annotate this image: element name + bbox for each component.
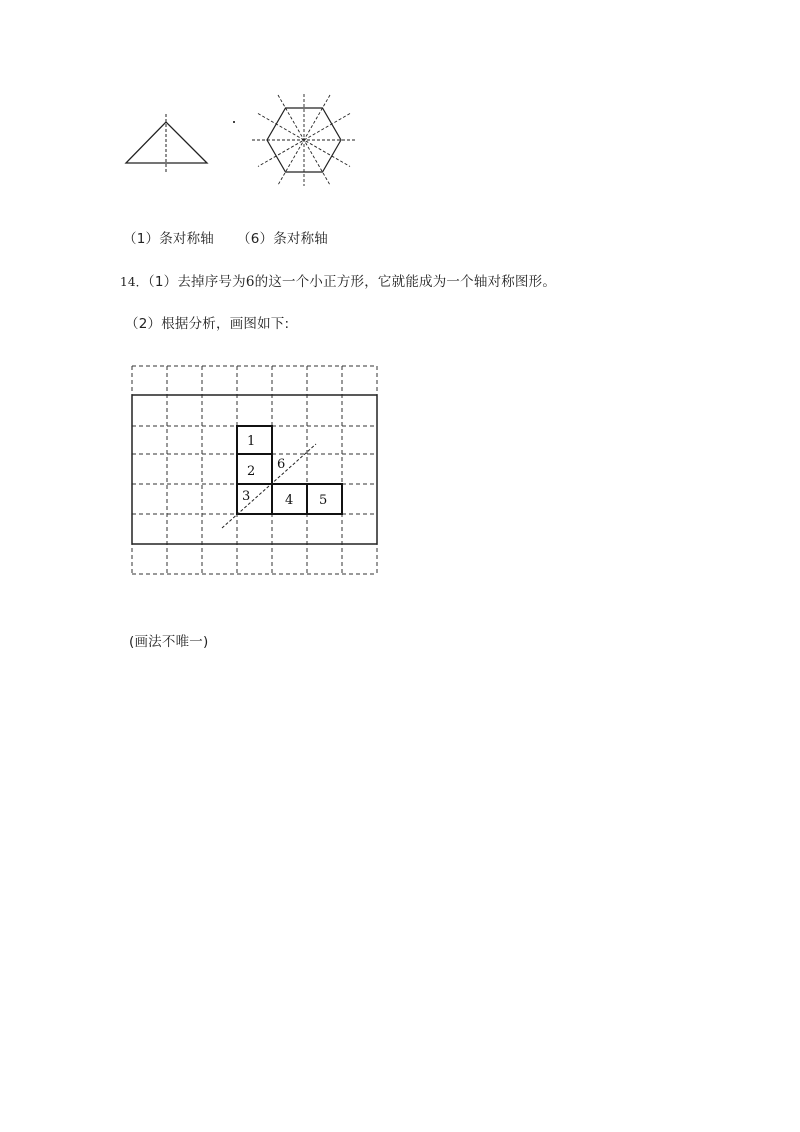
square-label-5: 5: [319, 493, 328, 508]
square-label-4: 4: [285, 493, 294, 508]
hexagon-axes-answer: （6）条对称轴: [237, 231, 328, 247]
question-number: 14．: [120, 275, 148, 289]
hexagon-figure: [246, 92, 364, 188]
question-14-part-1: [120, 270, 556, 290]
square-label-2: 2: [247, 464, 256, 479]
triangle-figure: [118, 112, 218, 178]
stray-dot: [233, 121, 235, 123]
part1-prefix: （1）去掉序号为: [147, 274, 246, 290]
square-label-1: 1: [247, 434, 256, 449]
part1-number: 6: [245, 274, 255, 290]
square-label-6: 6: [277, 457, 286, 472]
triangle-axes-answer: （1）条对称轴: [123, 231, 214, 247]
part1-suffix: 的这一个小正方形，它就能成为一个轴对称图形。: [254, 274, 557, 290]
question-14-part-2: （2）根据分析，画图如下:: [125, 316, 290, 332]
square-label-3: 3: [242, 489, 251, 504]
method-note: (画法不唯一): [129, 634, 209, 650]
grid-figure: [128, 362, 384, 580]
